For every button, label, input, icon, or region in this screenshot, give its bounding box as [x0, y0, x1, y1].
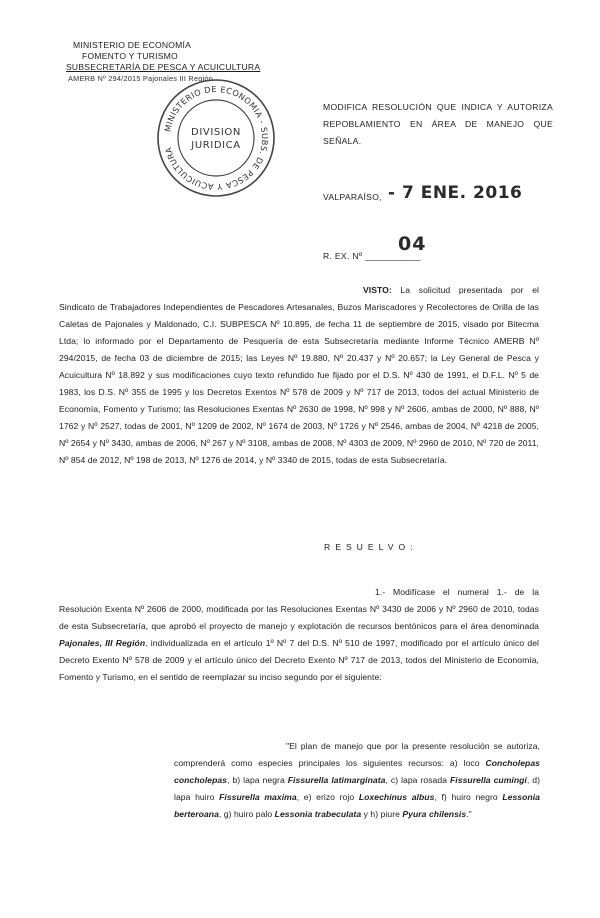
area-name: Pajonales, III Región	[59, 638, 146, 648]
visto-paragraph	[59, 282, 539, 469]
article-1-text-part2: , individualizada en el artículo 1º Nº 7 del D.S. Nº 510 de 1997, modificado por el artículo único del Decreto Exento Nº 578 de 2009 y el artículo único del Decreto Exento Nº 717 de 2013, todos del Ministerio de Economía, Fomento y Turismo, en el sentido de reemplazar su inciso segundo por el siguiente:	[59, 638, 539, 682]
rex-label: R. EX. Nº ___________	[323, 251, 421, 261]
amerb-reference: AMERB Nº 294/2015 Pajonales III Región	[68, 74, 214, 83]
quote-text-3: , c) lapa rosada	[385, 775, 450, 785]
article-1-paragraph	[59, 584, 539, 686]
stamp-center-line1: DIVISION	[191, 127, 241, 138]
resolution-subject: MODIFICA RESOLUCIÓN QUE INDICA Y AUTORIZA REPOBLAMIENTO EN ÁREA DE MANEJO QUE SEÑALA.	[323, 102, 553, 146]
quote-text-5: , e) erizo rojo	[296, 792, 359, 802]
resolution-number: 04	[398, 233, 427, 255]
stamp-ring-text: MINISTERIO DE ECONOMIA - SUBS. DE PESCA Y ACUICULTURA	[162, 83, 271, 193]
quote-text-4: , d) lapa huiro	[174, 775, 541, 802]
species-fissurella-latimarginata: Fissurella latimarginata	[287, 775, 386, 785]
species-lessonia-trabeculata: Lessonia trabeculata	[274, 809, 362, 819]
stamp-center-line2: JURIDICA	[191, 140, 241, 151]
visto-label: VISTO:	[363, 285, 392, 295]
subsecretaria-name: SUBSECRETARÍA DE PESCA Y ACUICULTURA	[66, 62, 261, 72]
species-fissurella-maxima: Fissurella maxima	[219, 792, 297, 802]
quoted-management-plan	[174, 738, 540, 823]
quote-text-6: , f) huiro negro	[434, 792, 503, 802]
species-lessonia-berteroana: Lessonia berteroana	[174, 792, 540, 819]
resuelvo-heading: RESUELVO:	[324, 542, 418, 552]
species-concholepas: Concholepas concholepas	[174, 758, 540, 785]
quote-text-9: ."	[466, 809, 472, 819]
article-1-text-part1: 1.- Modifícase el numeral 1.- de la Resolución Exenta Nº 2606 de 2000, modificada por las Resoluciones Exentas Nº 3430 de 2006 y Nº 2960 de 2010, todas de esta Subsecretaría, que aprobó el proyecto de manejo y explotación de recursos bentónicos para el área denominada	[59, 587, 539, 631]
division-juridica-stamp	[154, 76, 278, 200]
quote-text-2: , b) lapa negra	[227, 775, 288, 785]
place-label: VALPARAÍSO,	[323, 192, 382, 202]
ministry-subtitle: FOMENTO Y TURISMO	[82, 51, 178, 61]
stamp-seal-icon	[154, 76, 278, 200]
handwritten-date: - 7 ENE. 2016	[388, 183, 523, 203]
species-loxechinus-albus: Loxechinus albus	[358, 792, 435, 802]
visto-text: La solicitud presentada por el Sindicato de Trabajadores Independientes de Pescadores Artesanales, Buzos Mariscadores y Recolectores de Orilla de las Caletas de Pajonales y Maldonado, C.I. SUBPESCA Nº 10.895, de fecha 11 de septiembre de 2015, visado por Bitecma Ltda; lo informado por el Departamento de Pesquería de esta Subsecretaría mediante Informe Técnico AMERB Nº 294/2015, de fecha 03 de diciembre de 2015; las Leyes Nº 19.880, Nº 20.437 y Nº 20.657; la Ley General de Pesca y Acuicultura Nº 18.892 y sus modificaciones cuyo texto refundido fue fijado por el D.S. Nº 430 de 1991, el D.F.L. Nº 5 de 1983, los D.S. Nº 355 de 1995 y los Decretos Exentos Nº 578 de 2009 y Nº 717 de 2013, todos del actual Ministerio de Economía, Fomento y Turismo; las Resoluciones Exentas Nº 2630 de 1998, Nº 998 y Nº 2606, ambas de 2000, Nº 888, Nº 1762 y Nº 2527, todas de 2001, Nº 1209 de 2002, Nº 1674 de 2003, Nº 1726 y Nº 2546, ambas de 2004, Nº 4218 de 2005, Nº 2654 y Nº 3430, ambas de 2006, Nº 267 y Nº 3108, ambas de 2008, Nº 4303 de 2009, Nº 2960 de 2010, Nº 720 de 2011, Nº 854 de 2012, Nº 198 de 2013, Nº 1276 de 2014, y Nº 3340 de 2015, todas de esta Subsecretaría.	[59, 285, 539, 465]
species-pyura-chilensis: Pyura chilensis	[402, 809, 467, 819]
ministry-name: MINISTERIO DE ECONOMÍA	[73, 40, 192, 50]
species-fissurella-cumingi: Fissurella cumingi	[450, 775, 527, 785]
quote-text-1: "El plan de manejo que por la presente resolución se autoriza, comprenderá como especies principales los siguientes recursos: a) loco	[174, 741, 540, 768]
quote-text-7: , g) huiro palo	[218, 809, 275, 819]
quote-text-8: y h) piure	[361, 809, 403, 819]
